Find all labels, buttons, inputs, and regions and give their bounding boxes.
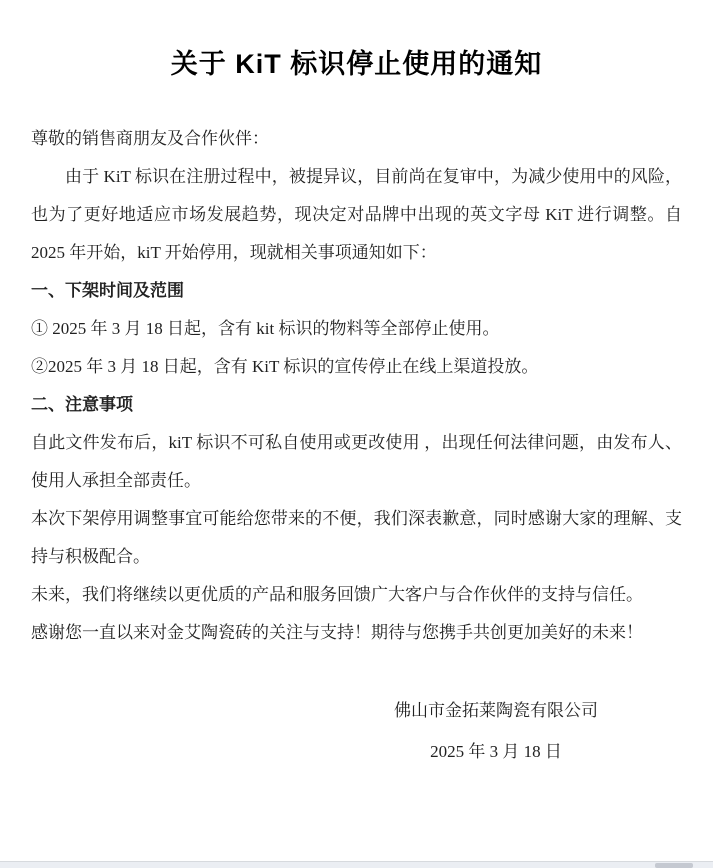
document-body — [31, 120, 682, 652]
section-2-paragraph-2: 本次下架停用调整事宜可能给您带来的不便，我们深表歉意，同时感谢大家的理解、支持与积极配合。 — [31, 509, 682, 566]
section-2-paragraph-1: 自此文件发布后，kiT 标识不可私自使用或更改使用 ，出现任何法律问题，由发布人、使用人承担全部责任。 — [31, 433, 682, 490]
page-title: 关于 KiT 标识停止使用的通知 — [170, 49, 543, 79]
thanks-paragraph: 感谢您一直以来对金艾陶瓷砖的关注与支持！期待与您携手共创更加美好的未来！ — [31, 623, 643, 642]
salutation: 尊敬的销售商朋友及合作伙伴： — [31, 129, 269, 148]
intro-paragraph: 由于 KiT 标识在注册过程中，被提异议，目前尚在复审中，为减少使用中的风险，也为了更好地适应市场发展趋势，现决定对品牌中出现的英文字母 KiT 进行调整。自 2025 年开始，kiT 开始停用，现就相关事项通知如下： — [31, 167, 682, 262]
section-2-heading: 二、注意事项 — [31, 395, 133, 414]
section-1-item-2: ②2025 年 3 月 18 日起，含有 KiT 标识的宣传停止在线上渠道投放。 — [31, 357, 539, 376]
signature-date: 2025 年 3 月 18 日 — [430, 742, 562, 761]
signature-company: 佛山市金拓莱陶瓷有限公司 — [394, 701, 598, 720]
section-1-item-1: ① 2025 年 3 月 18 日起，含有 kit 标识的物料等全部停止使用。 — [31, 319, 500, 338]
horizontal-scrollbar[interactable] — [0, 861, 713, 868]
signature-block — [394, 690, 598, 772]
section-1-heading: 一、下架时间及范围 — [31, 281, 184, 300]
section-2-paragraph-3: 未来，我们将继续以更优质的产品和服务回馈广大客户与合作伙伴的支持与信任。 — [31, 585, 643, 604]
scrollbar-thumb[interactable] — [655, 863, 693, 868]
